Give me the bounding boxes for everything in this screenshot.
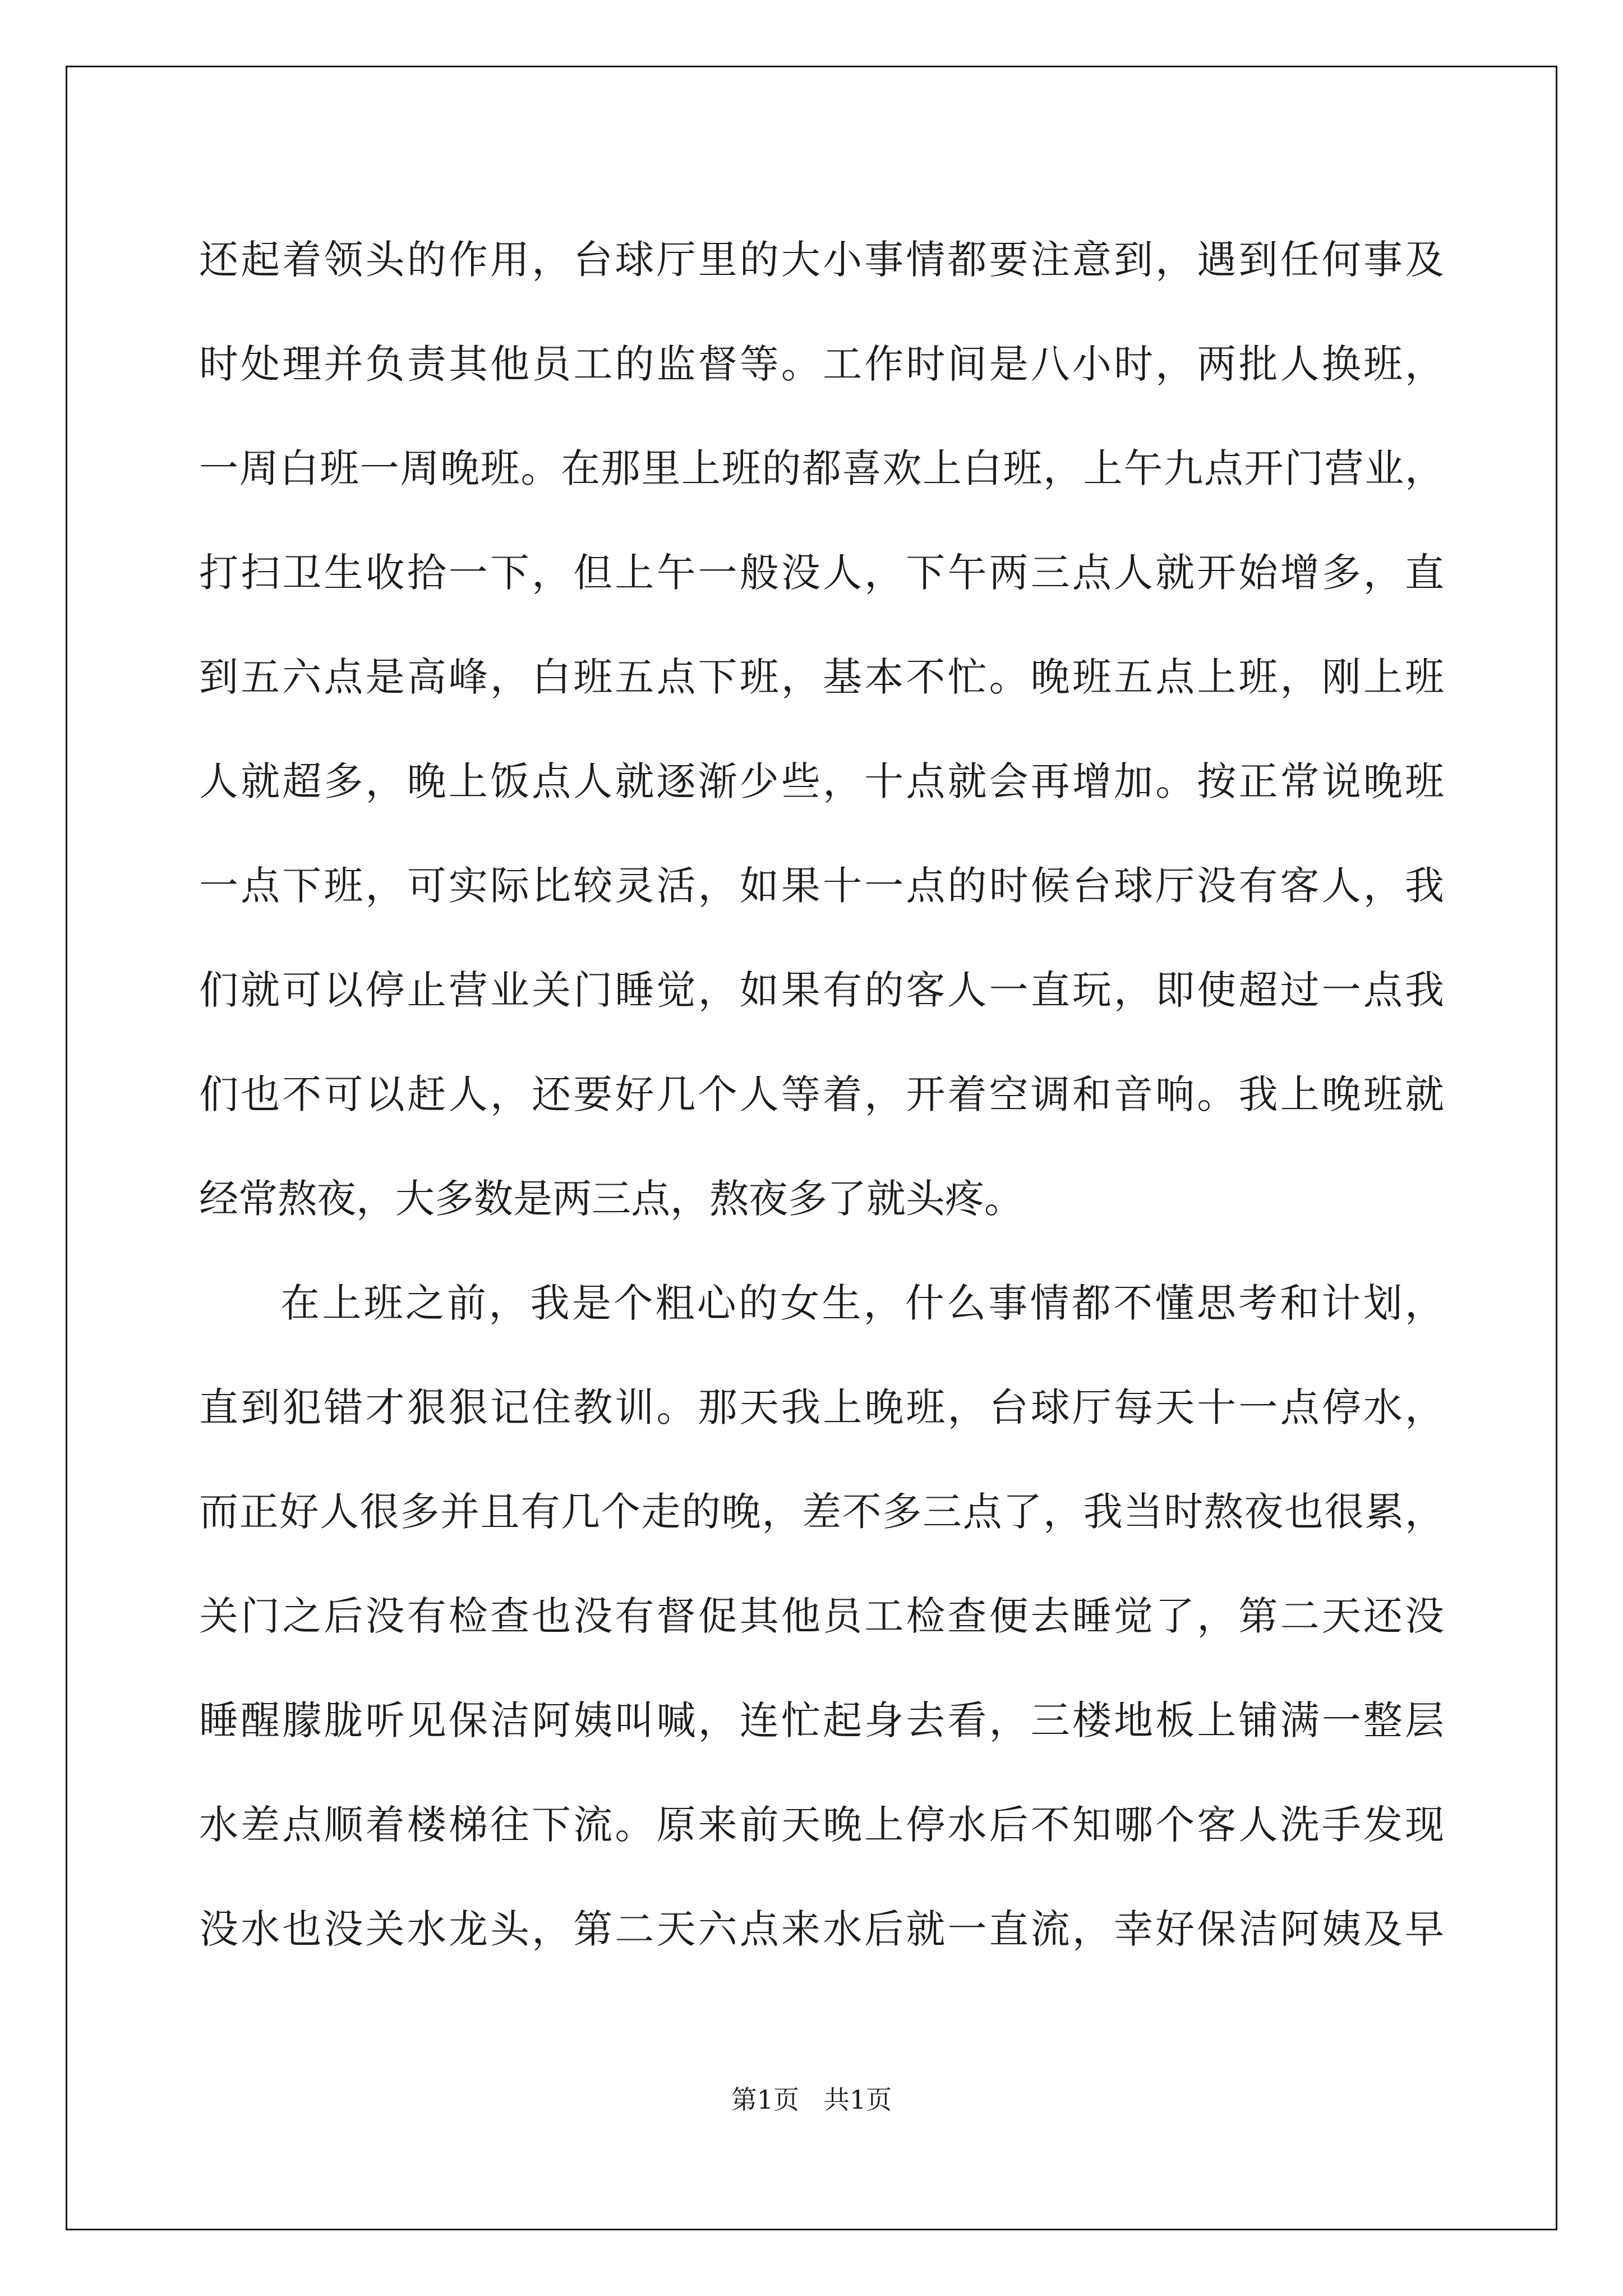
text-line: 在上班之前，我是个粗心的女生，什么事情都不懂思考和计划，: [280, 1280, 1444, 1326]
text-line: 经常熬夜，大多数是两三点，熬夜多了就头疼。: [199, 1176, 1023, 1222]
text-line: 而正好人很多并且有几个走的晚，差不多三点了，我当时熬夜也很累，: [199, 1489, 1444, 1535]
text-line: 睡醒朦胧听见保洁阿姨叫喊，连忙起身去看，三楼地板上铺满一整层: [199, 1697, 1444, 1743]
text-line: 到五六点是高峰，白班五点下班，基本不忙。晚班五点上班，刚上班: [199, 654, 1444, 700]
page-number: 第1页: [731, 2085, 799, 2115]
page-footer: [0, 2083, 1623, 2116]
page-total: 共1页: [824, 2085, 892, 2115]
text-line: 一点下班，可实际比较灵活，如果十一点的时候台球厅没有客人，我: [199, 863, 1444, 909]
text-line: 们也不可以赶人，还要好几个人等着，开着空调和音响。我上晚班就: [199, 1071, 1444, 1117]
text-line: 直到犯错才狠狠记住教训。那天我上晚班，台球厅每天十一点停水，: [199, 1384, 1444, 1430]
text-line: 时处理并负责其他员工的监督等。工作时间是八小时，两批人换班，: [199, 341, 1444, 387]
text-line: 水差点顺着楼梯往下流。原来前天晚上停水后不知哪个客人洗手发现: [199, 1802, 1444, 1848]
text-line: 一周白班一周晚班。在那里上班的都喜欢上白班，上午九点开门营业，: [199, 445, 1444, 491]
text-line: 打扫卫生收拾一下，但上午一般没人，下午两三点人就开始增多，直: [199, 550, 1444, 596]
text-line: 还起着领头的作用，台球厅里的大小事情都要注意到，遇到任何事及: [199, 237, 1444, 283]
text-line: 没水也没关水龙头，第二天六点来水后就一直流，幸好保洁阿姨及早: [199, 1906, 1444, 1952]
text-line: 们就可以停止营业关门睡觉，如果有的客人一直玩，即使超过一点我: [199, 967, 1444, 1013]
document-body: [199, 208, 1444, 1981]
text-line: 人就超多，晚上饭点人就逐渐少些，十点就会再增加。按正常说晚班: [199, 758, 1444, 804]
text-line: 关门之后没有检查也没有督促其他员工检查便去睡觉了，第二天还没: [199, 1593, 1444, 1639]
